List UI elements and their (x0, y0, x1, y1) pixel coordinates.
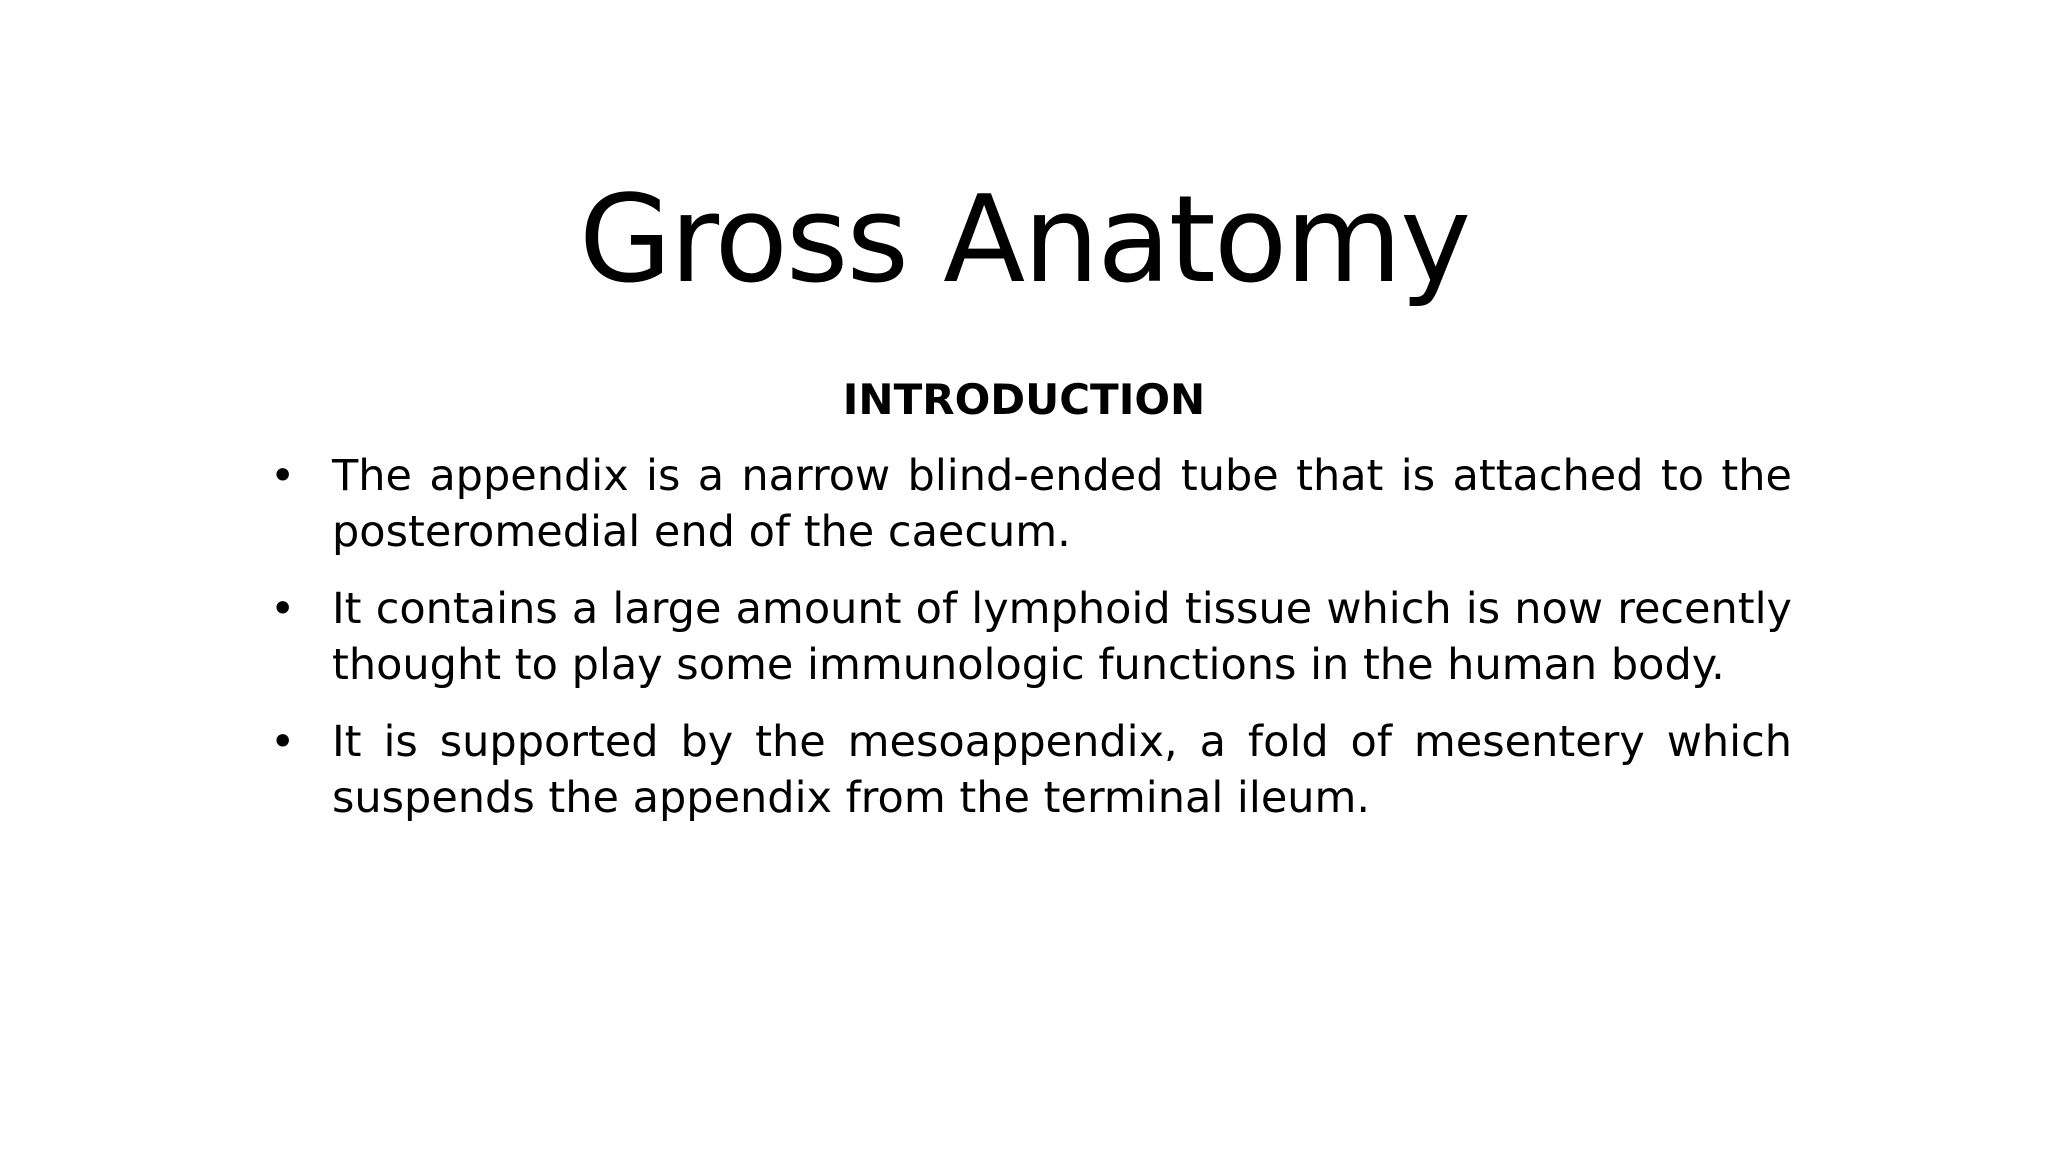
bullet-item (270, 714, 1792, 826)
bullet-icon: • (270, 451, 296, 501)
bullet-icon: • (270, 584, 296, 634)
section-heading: INTRODUCTION (842, 375, 1206, 424)
bullet-item (270, 448, 1792, 560)
slide-title: Gross Anatomy (578, 171, 1470, 310)
bullet-item (270, 581, 1792, 693)
bullet-text: It contains a large amount of lymphoid tissue which is now recently thought to play some immunologic functions in the human body. (332, 584, 1792, 690)
bullet-text: The appendix is a narrow blind-ended tube that is attached to the posteromedial end of the caecum. (332, 451, 1792, 557)
bullet-text: It is supported by the mesoappendix, a fold of mesentery which suspends the appendix from the terminal ileum. (332, 717, 1792, 823)
bullet-icon: • (270, 717, 296, 767)
bullet-list (270, 448, 1792, 847)
